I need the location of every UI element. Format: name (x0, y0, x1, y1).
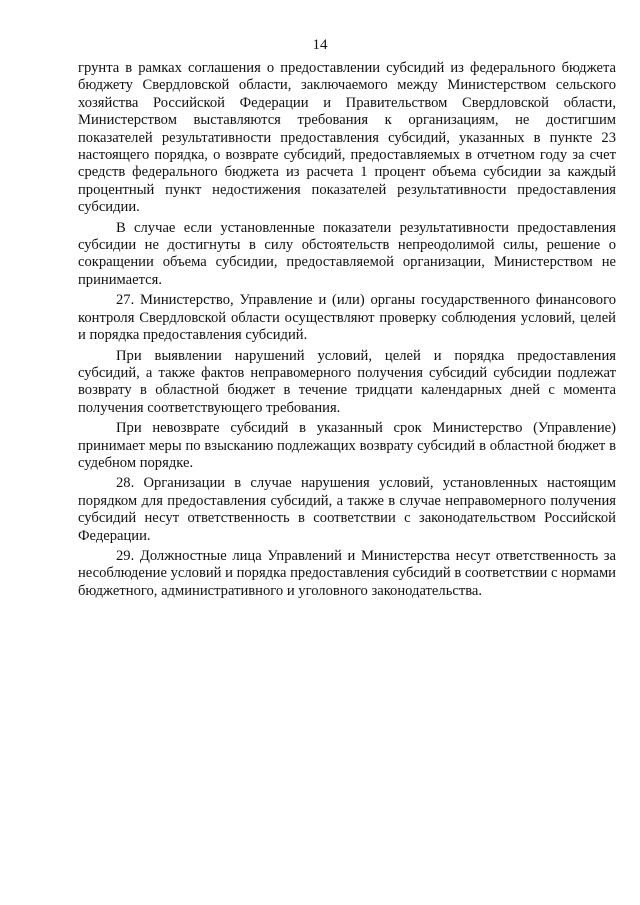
document-body (78, 60, 616, 603)
paragraph-29: 29. Должностные лица Управлений и Министерства несут ответственность за несоблюдение условий и порядка предоставления субсидий в соответствии с нормами бюджетного, административного и уголовного законодательства. (78, 547, 616, 599)
paragraph-force-majeure: В случае если установленные показатели результативности предоставления субсидии не достигнуты в силу обстоятельств непреодолимой силы, решение о сокращении объема субсидии, предоставляемой организации, Министерством не принимается. (78, 219, 616, 288)
paragraph-28: 28. Организации в случае нарушения условий, установленных настоящим порядком для предоставления субсидий, а также в случае неправомерного получения субсидий несут ответственность в соответствии с законодательством Российской Федерации. (78, 475, 616, 544)
paragraph-27: 27. Министерство, Управление и (или) органы государственного финансового контроля Свердловской области осуществляют проверку соблюдения условий, целей и порядка предоставления субсидий. (78, 292, 616, 344)
paragraph-non-return: При невозврате субсидий в указанный срок Министерство (Управление) принимает меры по взысканию подлежащих возврату субсидий в областной бюджет в судебном порядке. (78, 420, 616, 471)
page-number: 14 (312, 37, 328, 53)
paragraph-violations: При выявлении нарушений условий, целей и порядка предоставления субсидий, а также фактов неправомерного получения субсидий субсидии подлежат возврату в областной бюджет в течение тридцати календарных дней с момента получения соответствующего требования. (78, 347, 616, 416)
paragraph-continuation: грунта в рамках соглашения о предоставлении субсидий из федерального бюджета бюджету Свердловской области, заключаемого между Министерством сельского хозяйства Российской Федерации и Правительством Свердловской области, Министерством выставляются требования к организациям, не достигшим показателей результативности предоставления субсидий, указанных в пункте 23 настоящего порядка, о возврате субсидий, предоставляемых в отчетном году за счет средств федерального бюджета из расчета 1 процент объема субсидии за каждый процентный пункт недостижения показателей результативности предоставления субсидии. (78, 60, 616, 216)
